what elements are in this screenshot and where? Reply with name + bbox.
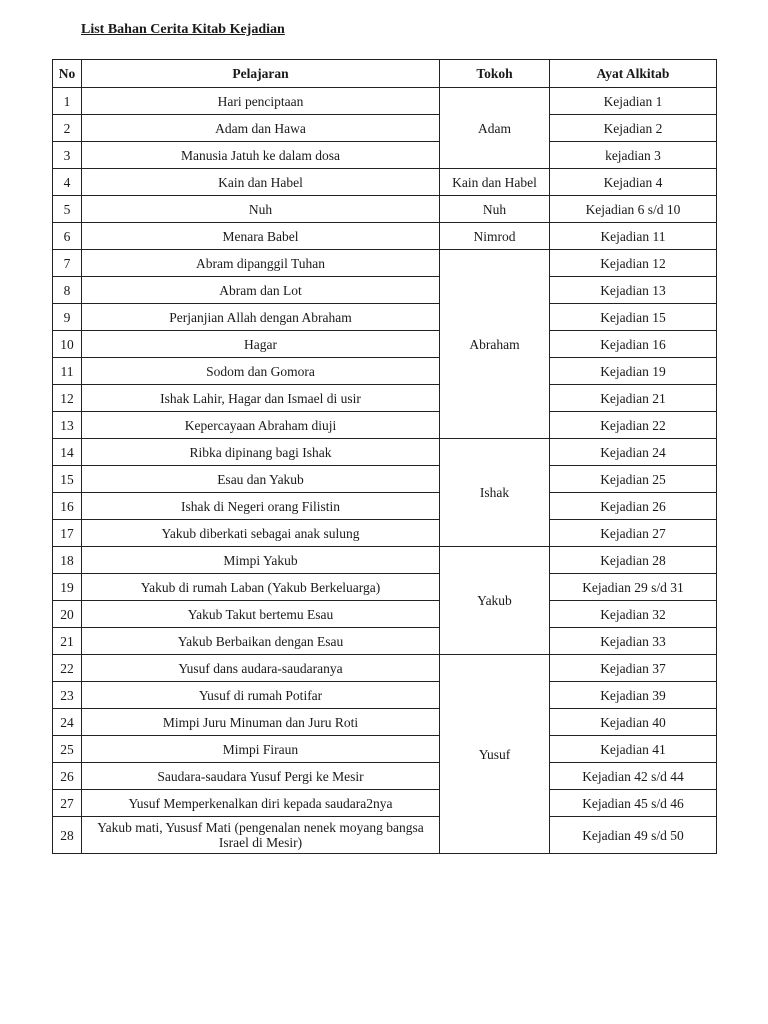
- cell-lesson: Ishak di Negeri orang Filistin: [82, 493, 440, 520]
- table-row: [53, 520, 717, 547]
- cell-verse: Kejadian 13: [550, 277, 717, 304]
- cell-lesson: Mimpi Juru Minuman dan Juru Roti: [82, 709, 440, 736]
- cell-figure: Ishak: [440, 439, 550, 547]
- cell-no: 3: [53, 142, 82, 169]
- cell-figure: Kain dan Habel: [440, 169, 550, 196]
- cell-lesson: Yakub Takut bertemu Esau: [82, 601, 440, 628]
- cell-verse: Kejadian 1: [550, 88, 717, 115]
- table-row: [53, 628, 717, 655]
- header-figure: Tokoh: [440, 60, 550, 88]
- cell-figure: Yakub: [440, 547, 550, 655]
- cell-no: 9: [53, 304, 82, 331]
- cell-figure: Abraham: [440, 250, 550, 439]
- cell-lesson: Yusuf Memperkenalkan diri kepada saudara2nya: [82, 790, 440, 817]
- table-row: [53, 763, 717, 790]
- table-row: [53, 304, 717, 331]
- cell-verse: kejadian 3: [550, 142, 717, 169]
- cell-no: 14: [53, 439, 82, 466]
- cell-no: 27: [53, 790, 82, 817]
- cell-no: 26: [53, 763, 82, 790]
- table-row: [53, 277, 717, 304]
- lesson-table: [52, 59, 717, 854]
- table-row: [53, 493, 717, 520]
- cell-verse: Kejadian 4: [550, 169, 717, 196]
- cell-lesson: Yakub Berbaikan dengan Esau: [82, 628, 440, 655]
- cell-verse: Kejadian 21: [550, 385, 717, 412]
- cell-no: 22: [53, 655, 82, 682]
- cell-verse: Kejadian 33: [550, 628, 717, 655]
- cell-verse: Kejadian 39: [550, 682, 717, 709]
- header-verse: Ayat Alkitab: [550, 60, 717, 88]
- cell-no: 7: [53, 250, 82, 277]
- table-row: [53, 574, 717, 601]
- table-row: [53, 547, 717, 574]
- cell-lesson: Mimpi Yakub: [82, 547, 440, 574]
- cell-no: 17: [53, 520, 82, 547]
- table-row: [53, 736, 717, 763]
- cell-lesson: Yusuf di rumah Potifar: [82, 682, 440, 709]
- cell-no: 12: [53, 385, 82, 412]
- table-row: [53, 412, 717, 439]
- cell-lesson: Hagar: [82, 331, 440, 358]
- cell-verse: Kejadian 2: [550, 115, 717, 142]
- table-row: [53, 682, 717, 709]
- cell-lesson: Kepercayaan Abraham diuji: [82, 412, 440, 439]
- cell-no: 20: [53, 601, 82, 628]
- cell-lesson: Saudara-saudara Yusuf Pergi ke Mesir: [82, 763, 440, 790]
- cell-verse: Kejadian 19: [550, 358, 717, 385]
- table-row: [53, 223, 717, 250]
- cell-no: 25: [53, 736, 82, 763]
- cell-lesson: Abram dipanggil Tuhan: [82, 250, 440, 277]
- cell-figure: Adam: [440, 88, 550, 169]
- cell-verse: Kejadian 6 s/d 10: [550, 196, 717, 223]
- cell-no: 16: [53, 493, 82, 520]
- cell-lesson: Yakub mati, Yususf Mati (pengenalan nenek moyang bangsa Israel di Mesir): [82, 817, 440, 854]
- cell-figure: Nimrod: [440, 223, 550, 250]
- cell-lesson: Perjanjian Allah dengan Abraham: [82, 304, 440, 331]
- cell-no: 28: [53, 817, 82, 854]
- cell-lesson: Yakub diberkati sebagai anak sulung: [82, 520, 440, 547]
- table-row: [53, 169, 717, 196]
- cell-no: 6: [53, 223, 82, 250]
- table-row: [53, 601, 717, 628]
- cell-no: 18: [53, 547, 82, 574]
- table-row: [53, 439, 717, 466]
- table-row: [53, 358, 717, 385]
- cell-verse: Kejadian 32: [550, 601, 717, 628]
- cell-verse: Kejadian 49 s/d 50: [550, 817, 717, 854]
- cell-verse: Kejadian 27: [550, 520, 717, 547]
- table-row: [53, 790, 717, 817]
- cell-verse: Kejadian 41: [550, 736, 717, 763]
- cell-verse: Kejadian 40: [550, 709, 717, 736]
- cell-lesson: Mimpi Firaun: [82, 736, 440, 763]
- cell-verse: Kejadian 37: [550, 655, 717, 682]
- cell-verse: Kejadian 15: [550, 304, 717, 331]
- cell-no: 19: [53, 574, 82, 601]
- cell-lesson: Hari penciptaan: [82, 88, 440, 115]
- cell-verse: Kejadian 42 s/d 44: [550, 763, 717, 790]
- cell-figure: Nuh: [440, 196, 550, 223]
- cell-lesson: Abram dan Lot: [82, 277, 440, 304]
- cell-verse: Kejadian 28: [550, 547, 717, 574]
- cell-verse: Kejadian 11: [550, 223, 717, 250]
- table-row: [53, 655, 717, 682]
- table-body: [53, 88, 717, 854]
- cell-verse: Kejadian 24: [550, 439, 717, 466]
- cell-verse: Kejadian 26: [550, 493, 717, 520]
- cell-no: 10: [53, 331, 82, 358]
- document-title: List Bahan Cerita Kitab Kejadian: [81, 22, 285, 37]
- cell-no: 21: [53, 628, 82, 655]
- cell-verse: Kejadian 45 s/d 46: [550, 790, 717, 817]
- table-row: [53, 817, 717, 854]
- header-lesson: Pelajaran: [82, 60, 440, 88]
- cell-no: 24: [53, 709, 82, 736]
- cell-no: 8: [53, 277, 82, 304]
- cell-no: 5: [53, 196, 82, 223]
- cell-no: 11: [53, 358, 82, 385]
- cell-figure: Yusuf: [440, 655, 550, 854]
- cell-verse: Kejadian 12: [550, 250, 717, 277]
- cell-verse: Kejadian 25: [550, 466, 717, 493]
- cell-no: 2: [53, 115, 82, 142]
- cell-lesson: Ishak Lahir, Hagar dan Ismael di usir: [82, 385, 440, 412]
- table-row: [53, 115, 717, 142]
- cell-lesson: Kain dan Habel: [82, 169, 440, 196]
- table-row: [53, 88, 717, 115]
- cell-verse: Kejadian 29 s/d 31: [550, 574, 717, 601]
- cell-no: 1: [53, 88, 82, 115]
- table-row: [53, 466, 717, 493]
- table-row: [53, 142, 717, 169]
- cell-verse: Kejadian 22: [550, 412, 717, 439]
- cell-lesson: Adam dan Hawa: [82, 115, 440, 142]
- table-header-row: [53, 60, 717, 88]
- table-row: [53, 709, 717, 736]
- header-no: No: [53, 60, 82, 88]
- table-row: [53, 385, 717, 412]
- cell-verse: Kejadian 16: [550, 331, 717, 358]
- cell-lesson: Ribka dipinang bagi Ishak: [82, 439, 440, 466]
- cell-lesson: Nuh: [82, 196, 440, 223]
- table-row: [53, 196, 717, 223]
- cell-no: 4: [53, 169, 82, 196]
- cell-no: 23: [53, 682, 82, 709]
- cell-lesson: Sodom dan Gomora: [82, 358, 440, 385]
- cell-lesson: Esau dan Yakub: [82, 466, 440, 493]
- cell-no: 13: [53, 412, 82, 439]
- cell-lesson: Yakub di rumah Laban (Yakub Berkeluarga): [82, 574, 440, 601]
- cell-lesson: Menara Babel: [82, 223, 440, 250]
- cell-lesson: Manusia Jatuh ke dalam dosa: [82, 142, 440, 169]
- cell-no: 15: [53, 466, 82, 493]
- table-row: [53, 331, 717, 358]
- cell-lesson: Yusuf dans audara-saudaranya: [82, 655, 440, 682]
- table-row: [53, 250, 717, 277]
